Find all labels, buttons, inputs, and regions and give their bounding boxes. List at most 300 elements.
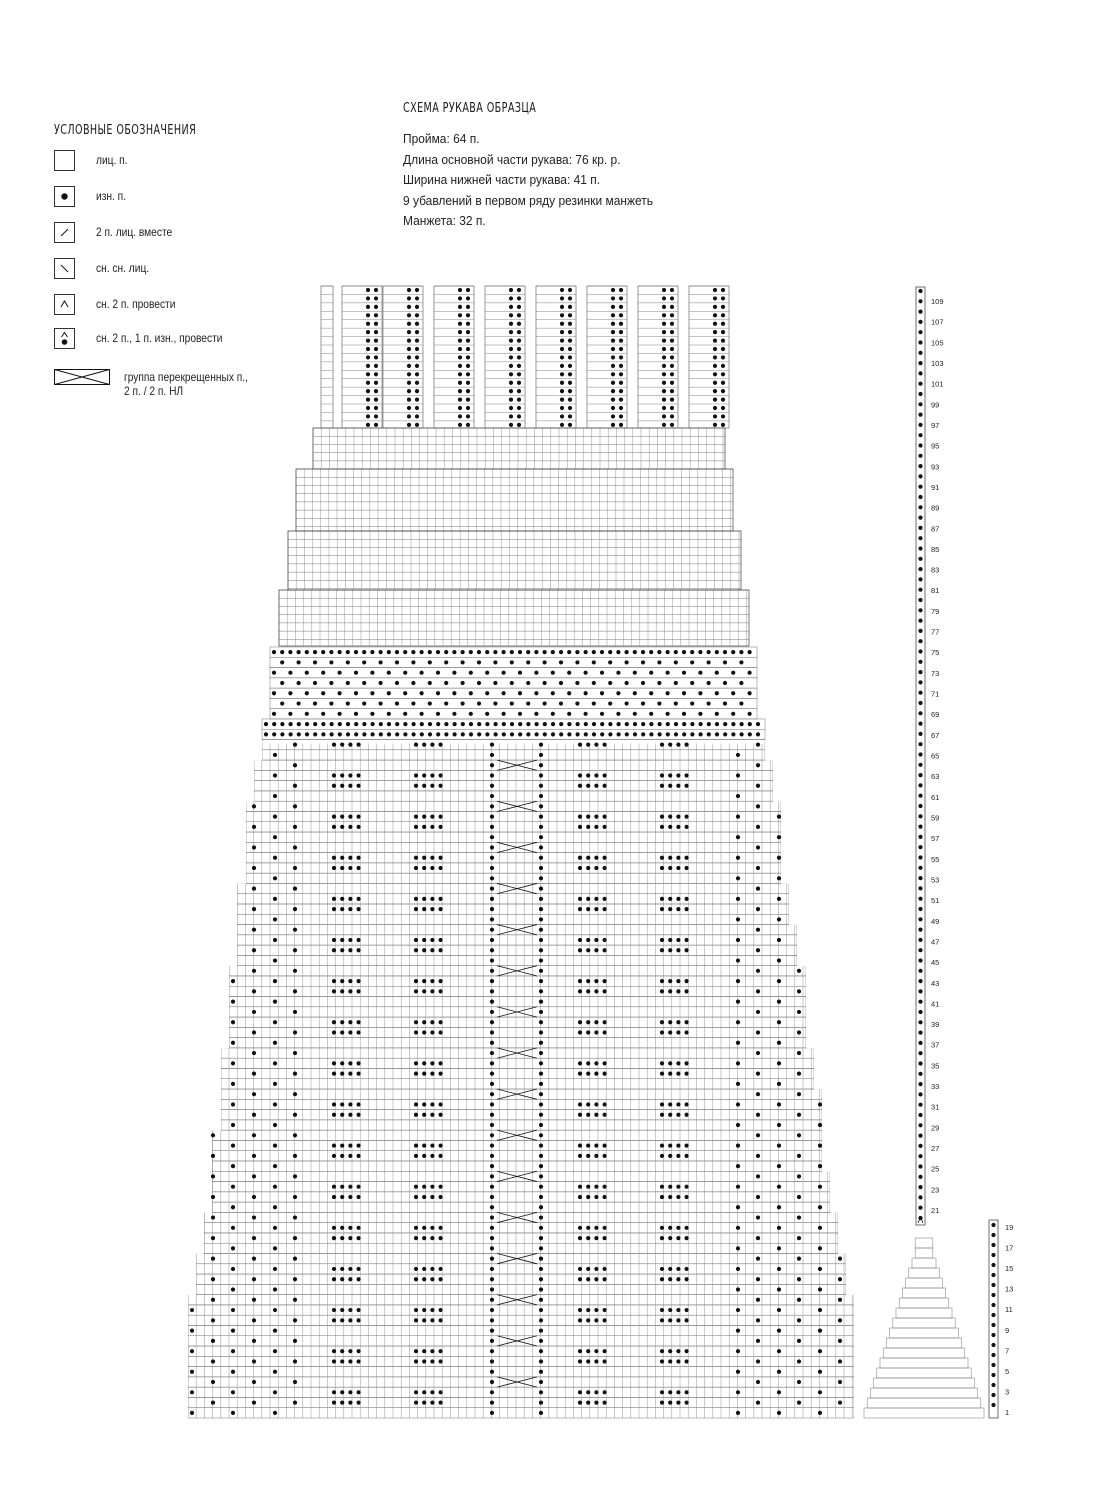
- purl-stitch: [594, 1061, 598, 1065]
- purl-stitch: [439, 1154, 443, 1158]
- purl-stitch: [586, 1400, 590, 1404]
- purl-stitch: [918, 598, 922, 602]
- purl-stitch: [366, 288, 370, 292]
- purl-stitch: [293, 1318, 297, 1322]
- purl-stitch: [668, 1349, 672, 1353]
- chart-mask: [180, 914, 237, 925]
- purl-stitch: [568, 389, 572, 393]
- purl-stitch: [918, 289, 922, 293]
- purl-stitch: [611, 372, 615, 376]
- purl-stitch: [619, 414, 623, 418]
- purl-stitch: [332, 979, 336, 983]
- purl-stitch: [578, 989, 582, 993]
- purl-stitch: [560, 322, 564, 326]
- purl-stitch: [332, 1236, 336, 1240]
- purl-stitch: [619, 423, 623, 427]
- purl-stitch: [252, 907, 256, 911]
- purl-stitch: [918, 371, 922, 375]
- purl-stitch: [611, 414, 615, 418]
- purl-stitch: [313, 722, 317, 726]
- purl-stitch: [190, 1390, 194, 1394]
- chart-mask: [822, 1110, 870, 1121]
- purl-stitch: [374, 305, 378, 309]
- purl-stitch: [510, 681, 514, 685]
- purl-stitch: [756, 1051, 760, 1055]
- purl-stitch: [490, 1185, 494, 1189]
- purl-stitch: [264, 732, 268, 736]
- purl-stitch: [818, 1411, 822, 1415]
- purl-stitch: [517, 372, 521, 376]
- purl-stitch: [603, 1185, 607, 1189]
- purl-stitch: [594, 856, 598, 860]
- purl-stitch: [252, 969, 256, 973]
- purl-stitch: [297, 701, 301, 705]
- purl-stitch: [293, 1236, 297, 1240]
- purl-stitch: [586, 1349, 590, 1353]
- purl-stitch: [713, 414, 717, 418]
- purl-stitch: [660, 1030, 664, 1034]
- purl-stitch: [568, 381, 572, 385]
- purl-stitch: [539, 928, 543, 932]
- purl-stitch: [490, 773, 494, 777]
- chart-mask: [180, 935, 237, 946]
- purl-stitch: [748, 722, 752, 726]
- purl-stitch: [346, 701, 350, 705]
- purl-stitch: [439, 1030, 443, 1034]
- purl-stitch: [918, 1154, 922, 1158]
- row-number: 49: [931, 916, 940, 926]
- purl-stitch: [370, 712, 374, 716]
- purl-stitch: [578, 825, 582, 829]
- purl-stitch: [560, 397, 564, 401]
- purl-stitch: [685, 1318, 689, 1322]
- purl-stitch: [568, 397, 572, 401]
- purl-stitch: [289, 732, 293, 736]
- purl-stitch: [818, 1226, 822, 1230]
- purl-stitch: [439, 1349, 443, 1353]
- purl-stitch: [721, 423, 725, 427]
- purl-stitch: [490, 866, 494, 870]
- row-number: 43: [931, 978, 940, 988]
- purl-stitch: [346, 732, 350, 736]
- purl-stitch: [619, 406, 623, 410]
- purl-stitch: [272, 691, 276, 695]
- purl-stitch: [190, 1308, 194, 1312]
- purl-stitch: [293, 1051, 297, 1055]
- purl-stitch: [611, 338, 615, 342]
- purl-stitch: [280, 650, 284, 654]
- purl-stitch: [458, 313, 462, 317]
- purl-stitch: [611, 355, 615, 359]
- purl-stitch: [517, 338, 521, 342]
- purl-stitch: [603, 1349, 607, 1353]
- purl-stitch: [439, 1400, 443, 1404]
- purl-stitch: [756, 1359, 760, 1363]
- purl-stitch: [332, 1072, 336, 1076]
- purl-stitch: [273, 1390, 277, 1394]
- purl-stitch: [797, 1113, 801, 1117]
- purl-stitch: [252, 1133, 256, 1137]
- purl-stitch: [332, 907, 336, 911]
- purl-stitch: [510, 732, 514, 736]
- purl-stitch: [293, 1092, 297, 1096]
- purl-stitch: [453, 732, 457, 736]
- purl-stitch: [603, 784, 607, 788]
- purl-stitch: [539, 969, 543, 973]
- purl-stitch: [797, 1277, 801, 1281]
- chart-mask: [822, 1140, 870, 1151]
- purl-stitch: [918, 464, 922, 468]
- purl-stitch: [387, 671, 391, 675]
- purl-stitch: [415, 381, 419, 385]
- purl-stitch: [676, 1102, 680, 1106]
- chart-row: [254, 760, 773, 770]
- purl-stitch: [539, 886, 543, 890]
- purl-stitch: [584, 732, 588, 736]
- purl-stitch: [357, 815, 361, 819]
- purl-stitch: [466, 381, 470, 385]
- chart-mask: [180, 1120, 221, 1131]
- scheme-line: Длина основной части рукава: 76 кр. р.: [403, 152, 621, 167]
- purl-stitch: [698, 671, 702, 675]
- purl-stitch: [568, 406, 572, 410]
- chart-mask: [180, 1223, 204, 1234]
- purl-stitch: [539, 1051, 543, 1055]
- purl-stitch: [539, 825, 543, 829]
- purl-stitch: [458, 406, 462, 410]
- purl-stitch: [619, 330, 623, 334]
- purl-stitch: [458, 423, 462, 427]
- purl-stitch: [668, 1061, 672, 1065]
- purl-stitch: [685, 773, 689, 777]
- purl-stitch: [539, 1020, 543, 1024]
- purl-stitch: [439, 938, 443, 942]
- chart-mask: [838, 1233, 870, 1244]
- purl-stitch: [670, 330, 674, 334]
- purl-stitch: [991, 1383, 995, 1387]
- purl-stitch: [586, 1390, 590, 1394]
- purl-stitch: [517, 296, 521, 300]
- purl-stitch: [490, 1329, 494, 1333]
- purl-stitch: [517, 414, 521, 418]
- row-number: 65: [931, 751, 940, 761]
- chart-mask: [180, 822, 246, 833]
- purl-stitch: [414, 1195, 418, 1199]
- purl-stitch: [357, 1185, 361, 1189]
- scheme-line: 9 убавлений в первом ряду резинки манжеть: [403, 193, 653, 208]
- purl-stitch: [252, 886, 256, 890]
- purl-stitch: [273, 1041, 277, 1045]
- purl-stitch: [568, 364, 572, 368]
- purl-stitch: [991, 1283, 995, 1287]
- purl-stitch: [723, 660, 727, 664]
- purl-stitch: [348, 907, 352, 911]
- purl-stitch: [603, 1390, 607, 1394]
- chart-mask: [781, 811, 870, 822]
- purl-stitch: [517, 313, 521, 317]
- legend-label: сн. 2 п. провести: [96, 297, 176, 311]
- purl-stitch: [594, 897, 598, 901]
- purl-stitch: [641, 722, 645, 726]
- chart-mask: [180, 1007, 229, 1018]
- purl-stitch: [252, 1339, 256, 1343]
- purl-stitch: [736, 1041, 740, 1045]
- purl-stitch: [452, 691, 456, 695]
- purl-stitch: [818, 1205, 822, 1209]
- purl-stitch: [586, 897, 590, 901]
- purl-stitch: [756, 1339, 760, 1343]
- purl-stitch: [458, 330, 462, 334]
- purl-stitch: [818, 1329, 822, 1333]
- purl-stitch: [411, 650, 415, 654]
- purl-stitch: [586, 1061, 590, 1065]
- purl-stitch: [348, 1154, 352, 1158]
- purl-stitch: [332, 784, 336, 788]
- chart-row: [237, 914, 789, 924]
- purl-stitch: [918, 1123, 922, 1127]
- purl-stitch: [502, 722, 506, 726]
- purl-stitch: [414, 948, 418, 952]
- purl-stitch: [676, 1195, 680, 1199]
- purl-stitch: [357, 1400, 361, 1404]
- purl-stitch: [231, 1164, 235, 1168]
- purl-stitch: [575, 660, 579, 664]
- purl-stitch: [415, 355, 419, 359]
- cuff-row: [874, 1378, 975, 1388]
- chart-row: [188, 1387, 854, 1397]
- purl-stitch: [918, 825, 922, 829]
- purl-stitch: [594, 938, 598, 942]
- chart-mask: [180, 1243, 204, 1254]
- purl-stitch: [252, 928, 256, 932]
- purl-stitch: [357, 1102, 361, 1106]
- chart-mask: [180, 760, 254, 771]
- purl-stitch: [340, 1236, 344, 1240]
- purl-stitch: [660, 856, 664, 860]
- purl-stitch: [477, 701, 481, 705]
- purl-stitch: [838, 1400, 842, 1404]
- purl-stitch: [559, 701, 563, 705]
- row-number: 19: [1005, 1223, 1014, 1232]
- purl-stitch: [348, 866, 352, 870]
- purl-stitch: [918, 1164, 922, 1168]
- purl-stitch: [422, 1061, 426, 1065]
- purl-stitch: [539, 815, 543, 819]
- purl-stitch: [414, 815, 418, 819]
- purl-stitch: [777, 1411, 781, 1415]
- purl-stitch: [517, 322, 521, 326]
- row-number: 91: [931, 482, 940, 492]
- purl-stitch: [439, 1113, 443, 1117]
- row-number: 85: [931, 544, 940, 554]
- purl-stitch: [539, 1329, 543, 1333]
- purl-stitch: [918, 783, 922, 787]
- chart-row: [204, 1233, 838, 1243]
- purl-stitch: [415, 313, 419, 317]
- purl-stitch: [633, 732, 637, 736]
- purl-stitch: [305, 712, 309, 716]
- chart-mask: [180, 925, 237, 936]
- purl-stitch: [584, 650, 588, 654]
- purl-stitch: [357, 1267, 361, 1271]
- purl-stitch: [594, 773, 598, 777]
- purl-stitch: [578, 1236, 582, 1240]
- purl-stitch: [348, 815, 352, 819]
- purl-stitch: [777, 1329, 781, 1333]
- purl-stitch: [756, 948, 760, 952]
- purl-stitch: [543, 660, 547, 664]
- purl-stitch: [415, 406, 419, 410]
- purl-stitch: [578, 1400, 582, 1404]
- purl-stitch: [797, 1236, 801, 1240]
- purl-stitch: [407, 414, 411, 418]
- purl-stitch: [668, 1267, 672, 1271]
- purl-stitch: [231, 1123, 235, 1127]
- purl-stitch: [422, 1349, 426, 1353]
- purl-stitch: [517, 364, 521, 368]
- purl-stitch: [539, 866, 543, 870]
- purl-stitch: [439, 1390, 443, 1394]
- purl-stitch: [509, 372, 513, 376]
- purl-stitch: [420, 650, 424, 654]
- purl-stitch: [374, 355, 378, 359]
- purl-stitch: [619, 347, 623, 351]
- purl-stitch: [305, 722, 309, 726]
- chart-mask: [180, 883, 237, 894]
- purl-stitch: [412, 732, 416, 736]
- purl-stitch: [991, 1223, 995, 1227]
- purl-stitch: [280, 732, 284, 736]
- purl-stitch: [466, 296, 470, 300]
- purl-stitch: [918, 794, 922, 798]
- purl-stitch: [332, 1061, 336, 1065]
- purl-stitch: [603, 825, 607, 829]
- purl-stitch: [617, 732, 621, 736]
- purl-stitch: [685, 1349, 689, 1353]
- purl-stitch: [797, 1257, 801, 1261]
- purl-stitch: [362, 722, 366, 726]
- purl-stitch: [461, 701, 465, 705]
- purl-stitch: [603, 866, 607, 870]
- purl-stitch: [707, 650, 711, 654]
- purl-stitch: [539, 1133, 543, 1137]
- purl-stitch: [231, 1390, 235, 1394]
- chart-mask: [846, 1284, 870, 1295]
- cuff-row: [867, 1398, 981, 1408]
- purl-stitch: [666, 650, 670, 654]
- purl-stitch: [756, 1133, 760, 1137]
- purl-stitch: [340, 1400, 344, 1404]
- purl-stitch: [539, 1215, 543, 1219]
- purl-stitch: [685, 1236, 689, 1240]
- purl-stitch: [490, 938, 494, 942]
- purl-stitch: [273, 1123, 277, 1127]
- purl-stitch: [348, 1143, 352, 1147]
- purl-stitch: [348, 1359, 352, 1363]
- purl-stitch: [625, 660, 629, 664]
- chart-mask: [180, 811, 246, 822]
- chart-mask: [814, 1048, 870, 1059]
- purl-stitch: [586, 979, 590, 983]
- purl-stitch: [603, 979, 607, 983]
- purl-stitch: [668, 773, 672, 777]
- purl-stitch: [578, 907, 582, 911]
- purl-stitch: [539, 1359, 543, 1363]
- cuff-row: [909, 1268, 939, 1278]
- purl-stitch: [736, 917, 740, 921]
- purl-stitch: [539, 1041, 543, 1045]
- purl-stitch: [422, 1267, 426, 1271]
- purl-stitch: [357, 1277, 361, 1281]
- chart-mask: [797, 955, 870, 966]
- chart-mask: [180, 997, 229, 1008]
- purl-stitch: [670, 313, 674, 317]
- purl-stitch: [490, 1000, 494, 1004]
- cuff-row: [915, 1248, 933, 1258]
- purl-stitch: [918, 340, 922, 344]
- row-number: 7: [1005, 1346, 1010, 1356]
- row-number: 1: [1005, 1408, 1010, 1417]
- purl-stitch: [439, 989, 443, 993]
- purl-stitch: [370, 671, 374, 675]
- purl-stitch: [713, 305, 717, 309]
- chart-row: [196, 1264, 846, 1274]
- row-number: 71: [931, 689, 940, 699]
- purl-stitch: [918, 928, 922, 932]
- purl-stitch: [411, 681, 415, 685]
- purl-stitch: [414, 1030, 418, 1034]
- purl-stitch: [756, 763, 760, 767]
- chart-row: [246, 842, 781, 852]
- purl-stitch: [490, 1339, 494, 1343]
- row-number: 9: [1005, 1325, 1010, 1335]
- purl-stitch: [578, 938, 582, 942]
- purl-stitch: [366, 355, 370, 359]
- purl-stitch: [485, 671, 489, 675]
- purl-stitch: [676, 1030, 680, 1034]
- purl-stitch: [357, 1318, 361, 1322]
- purl-stitch: [736, 1020, 740, 1024]
- purl-stitch: [273, 773, 277, 777]
- purl-stitch: [490, 1143, 494, 1147]
- chart-mask: [789, 883, 870, 894]
- purl-stitch: [682, 722, 686, 726]
- purl-stitch: [685, 979, 689, 983]
- purl-stitch: [466, 372, 470, 376]
- purl-stitch: [509, 322, 513, 326]
- purl-stitch: [422, 856, 426, 860]
- purl-stitch: [272, 671, 276, 675]
- purl-stitch: [657, 701, 661, 705]
- chart-row: [237, 904, 789, 914]
- purl-stitch: [273, 1411, 277, 1415]
- purl-stitch: [509, 338, 513, 342]
- purl-stitch: [756, 989, 760, 993]
- chart-mask: [830, 1192, 870, 1203]
- purl-stitch: [539, 1010, 543, 1014]
- purl-stitch: [608, 732, 612, 736]
- purl-stitch: [674, 660, 678, 664]
- purl-stitch: [797, 1298, 801, 1302]
- purl-stitch: [657, 650, 661, 654]
- purl-stitch: [731, 691, 735, 695]
- purl-stitch: [517, 389, 521, 393]
- chart-row: [246, 873, 781, 883]
- purl-stitch: [699, 732, 703, 736]
- purl-stitch: [662, 347, 666, 351]
- purl-stitch: [411, 660, 415, 664]
- purl-stitch: [539, 1061, 543, 1065]
